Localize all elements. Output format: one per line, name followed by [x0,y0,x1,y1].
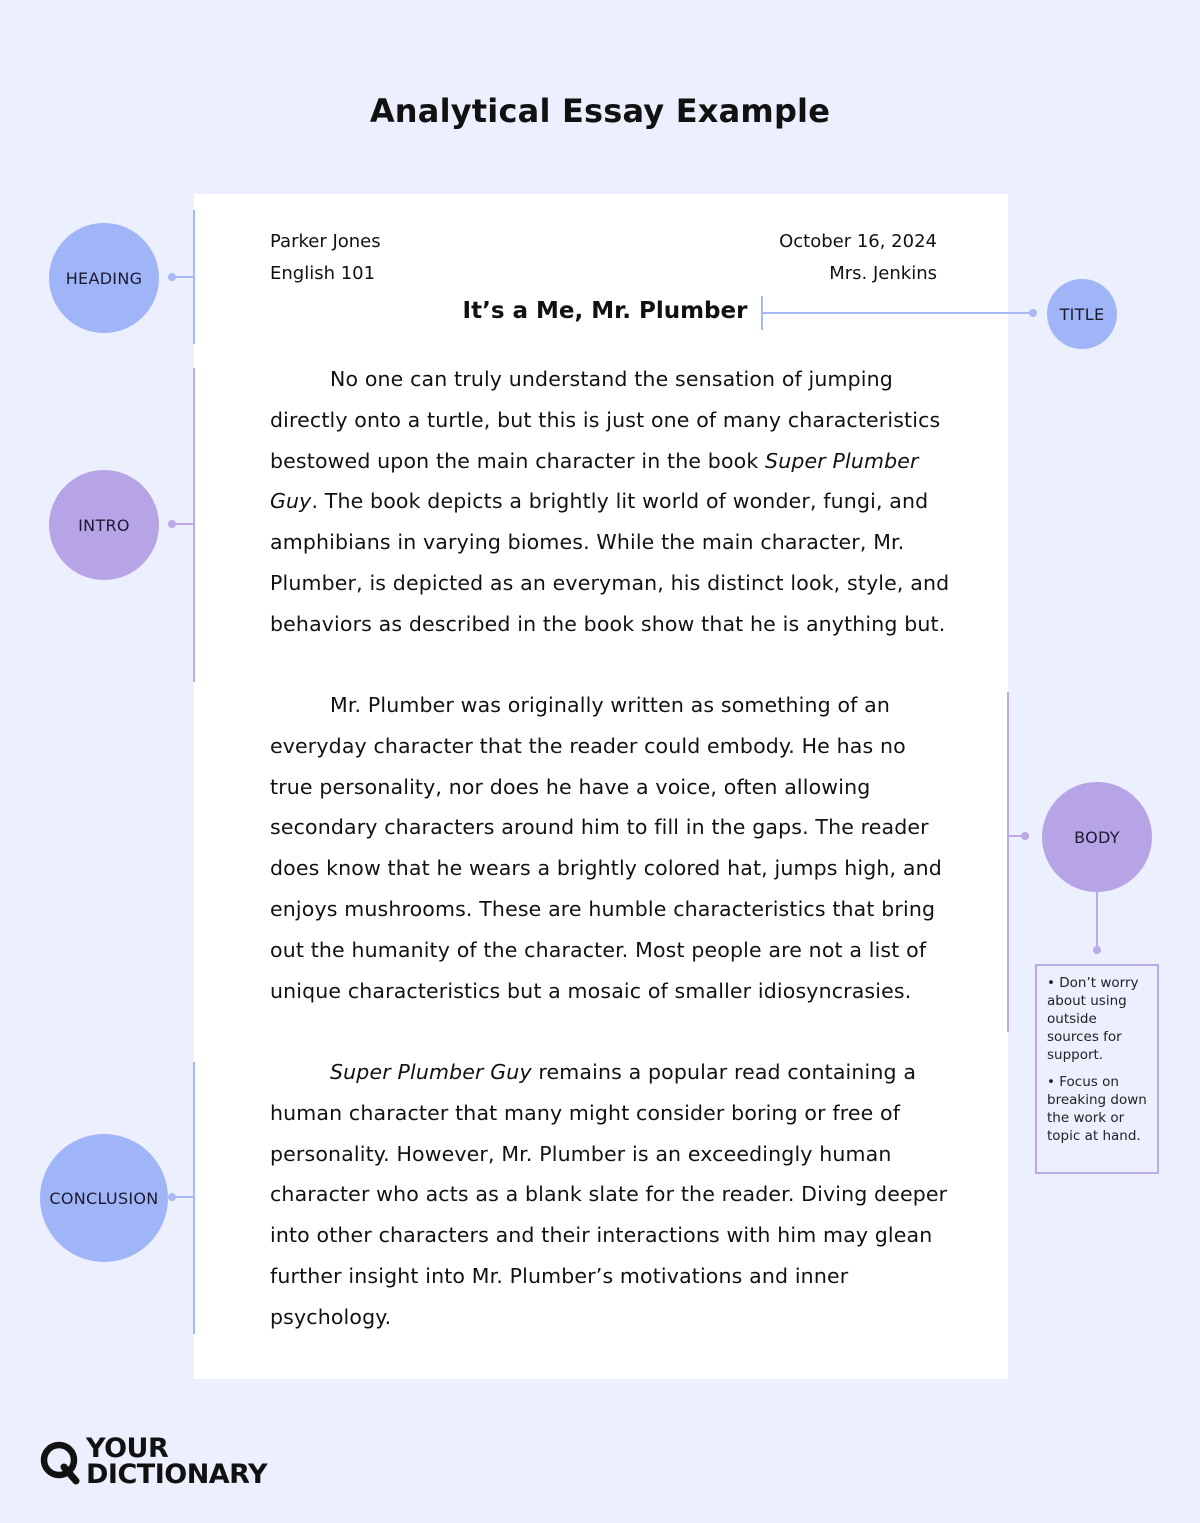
title-connector [761,312,1033,314]
logo-q-icon [40,1439,82,1485]
body-dot [1021,832,1029,840]
conclusion-dot [168,1193,176,1201]
body-text: Mr. Plumber was originally written as something of an everyday character that the reader could embody. He has no true personality, nor does he have a voice, often allowing secondary characters around him to fill in the gaps. The reader does know that he wears a brightly colored hat, jumps high, and enjoys mushrooms. These are humble characteristics that bring out the humanity of the character. Most people are not a list of unique characteristics but a mosaic of smaller idiosyncrasies. [270,693,942,1003]
conclusion-paragraph [270,1052,950,1338]
teacher-name: Mrs. Jenkins [829,263,937,284]
heading-left [270,226,381,290]
page-title: Analytical Essay Example [369,92,831,130]
tip-item: • Don’t worry about using outside sources for support. [1047,975,1139,1063]
title-dot [1029,309,1037,317]
yourdictionary-logo [40,1433,268,1490]
conclusion-text: remains a popular read containing a human character that many might consider boring or free of personality. However, Mr. Plumber is an exceedingly human character who acts as a blank slate for the reader. Diving deeper into other characters and their interactions with him may glean further insight into Mr. Plumber’s motivations and inner psychology. [270,1060,948,1329]
tips-connector [1096,892,1098,950]
intro-text-end: . The book depicts a brightly lit world of wonder, fungi, and amphibians in varying biomes. While the main character, Mr. Plumber, is depicted as an everyman, his distinct look, style, and behaviors as described in the book show that he is anything but. [270,489,950,636]
intro-text-start: No one can truly understand the sensation of jumping directly onto a turtle, but this is just one of many characteristics bestowed upon the main character in the book [270,367,941,473]
tips-dot [1093,946,1101,954]
body-tips-box [1035,964,1159,1174]
heading-dot [168,273,176,281]
body-paragraph [270,685,950,1011]
heading-right [779,226,937,290]
essay-title: It’s a Me, Mr. Plumber [462,298,748,324]
logo-line-1: YOUR [86,1433,169,1464]
logo-wordmark [86,1433,268,1490]
title-label: TITLE [1047,279,1117,349]
intro-dot [168,520,176,528]
intro-bracket-line [193,368,195,682]
body-bracket-line [1007,692,1009,1032]
conclusion-bracket-line [193,1062,195,1334]
intro-paragraph [270,359,950,645]
conclusion-label: CONCLUSION [40,1134,168,1262]
heading-label: HEADING [49,223,159,333]
conclusion-book-title: Super Plumber Guy [330,1060,532,1084]
body-label: BODY [1042,782,1152,892]
student-name: Parker Jones [270,231,381,252]
intro-book-title: Super Plumber Guy [270,448,919,514]
logo-line-2: DICTIONARY [86,1459,268,1490]
course-name: English 101 [270,263,376,284]
tip-item: • Focus on breaking down the work or topic at hand. [1047,1074,1147,1144]
essay-date: October 16, 2024 [779,231,937,252]
intro-label: INTRO [49,470,159,580]
